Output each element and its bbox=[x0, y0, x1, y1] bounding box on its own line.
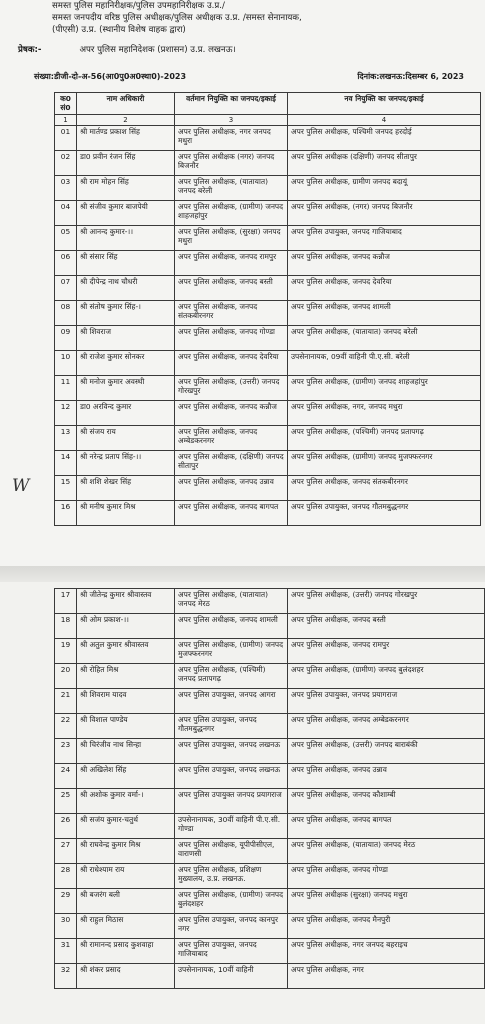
current-posting: अपर पुलिस अधीक्षक, जनपद गोण्डा bbox=[175, 325, 288, 350]
serial-number: 28 bbox=[55, 864, 77, 889]
transfer-table-2 bbox=[54, 588, 485, 989]
current-posting: अपर पुलिस अधीक्षक, (उत्तरी) जनपद गोरखपुर bbox=[175, 375, 288, 400]
new-posting: अपर पुलिस अधीक्षक (दक्षिणी) जनपद सीतापुर bbox=[288, 150, 481, 175]
table-row bbox=[55, 964, 485, 989]
new-posting: अपर पुलिस अधीक्षक, जनपद कन्नौज bbox=[288, 250, 481, 275]
officer-name: श्री अशोक कुमार वर्मा-। bbox=[77, 789, 175, 814]
table-row bbox=[55, 200, 481, 225]
serial-number: 15 bbox=[55, 475, 77, 500]
new-posting: अपर पुलिस अधीक्षक, जनपद गोण्डा bbox=[288, 864, 485, 889]
serial-number: 26 bbox=[55, 814, 77, 839]
table-row bbox=[55, 400, 481, 425]
table-row bbox=[55, 714, 485, 739]
serial-number: 27 bbox=[55, 839, 77, 864]
letter-date: दिनांक:लखनऊ:दिसम्बर 6, 2023 bbox=[357, 72, 464, 81]
new-posting: अपर पुलिस अधीक्षक, (ग्रामीण) जनपद बुलंदशहर bbox=[288, 664, 485, 689]
current-posting: अपर पुलिस अधीक्षक, (ग्रामीण) जनपद मुजफ्फरनगर bbox=[175, 639, 288, 664]
sender-value: अपर पुलिस महानिदेशक (प्रशासन) उ.प्र. लखनऊ। bbox=[79, 45, 236, 55]
new-posting: अपर पुलिस अधीक्षक, (ग्रामीण) जनपद शाहजहांपुर bbox=[288, 375, 481, 400]
officer-name: श्री राम मोहन सिंह bbox=[77, 175, 175, 200]
serial-number: 01 bbox=[55, 125, 77, 150]
officer-name: श्री शिवराज bbox=[77, 325, 175, 350]
current-posting: अपर पुलिस अधीक्षक, (यातायात) जनपद बरेली bbox=[175, 175, 288, 200]
table-row bbox=[55, 325, 481, 350]
table-row bbox=[55, 500, 481, 525]
new-posting: अपर पुलिस अधीक्षक, जनपद बस्ती bbox=[288, 614, 485, 639]
current-posting: अपर पुलिस उपायुक्त, जनपद लखनऊ bbox=[175, 739, 288, 764]
current-posting: अपर पुलिस उपायुक्त जनपद प्रयागराज bbox=[175, 789, 288, 814]
serial-number: 03 bbox=[55, 175, 77, 200]
current-posting: अपर पुलिस अधीक्षक, जनपद संतकबीरनगर bbox=[175, 300, 288, 325]
table-row bbox=[55, 589, 485, 614]
serial-number: 13 bbox=[55, 425, 77, 450]
table-row bbox=[55, 739, 485, 764]
new-posting: अपर पुलिस अधीक्षक, नगर, जनपद मथुरा bbox=[288, 400, 481, 425]
serial-number: 02 bbox=[55, 150, 77, 175]
table-row bbox=[55, 864, 485, 889]
table-row bbox=[55, 300, 481, 325]
table-body bbox=[55, 589, 485, 989]
officer-name: डा0 अरविन्द कुमार bbox=[77, 400, 175, 425]
current-posting: अपर पुलिस उपायुक्त, जनपद आगरा bbox=[175, 689, 288, 714]
new-posting: अपर पुलिस अधीक्षक, (पश्चिमी) जनपद प्रतापगढ़ bbox=[288, 425, 481, 450]
new-posting: अपर पुलिस अधीक्षक, जनपद कौशाम्बी bbox=[288, 789, 485, 814]
serial-number: 22 bbox=[55, 714, 77, 739]
table-row bbox=[55, 939, 485, 964]
address-line: समस्त जनपदीय वरिष्ठ पुलिस अधीक्षक/पुलिस अधीक्षक उ.प्र. /समस्त सेनानायक, bbox=[52, 13, 302, 23]
officer-name: श्री संजीव कुमार बाजपेयी bbox=[77, 200, 175, 225]
officer-name: श्री राजेश कुमार सोनकर bbox=[77, 350, 175, 375]
new-posting: अपर पुलिस अधीक्षक, (यातायात) जनपद बरेली bbox=[288, 325, 481, 350]
column-number: 2 bbox=[77, 114, 175, 125]
officer-name: श्री सजंय कुमार-चतुर्थ bbox=[77, 814, 175, 839]
current-posting: अपर पुलिस अधीक्षक, जनपद बागपत bbox=[175, 500, 288, 525]
current-posting: अपर पुलिस अधीक्षक, जनपद उन्नाव bbox=[175, 475, 288, 500]
serial-number: 18 bbox=[55, 614, 77, 639]
table-header-row bbox=[55, 93, 481, 115]
table-row bbox=[55, 275, 481, 300]
serial-number: 24 bbox=[55, 764, 77, 789]
officer-name: श्री रोहित मिश्र bbox=[77, 664, 175, 689]
current-posting: अपर पुलिस उपायुक्त, जनपद लखनऊ bbox=[175, 764, 288, 789]
current-posting: अपर पुलिस अधीक्षक, जनपद अम्बेडकरनगर bbox=[175, 425, 288, 450]
table-row bbox=[55, 639, 485, 664]
document-page-2 bbox=[0, 582, 485, 1024]
officer-name: श्री संसार सिंह bbox=[77, 250, 175, 275]
table-row bbox=[55, 839, 485, 864]
officer-name: श्री शिवराम यादव bbox=[77, 689, 175, 714]
serial-number: 04 bbox=[55, 200, 77, 225]
current-posting: अपर पुलिस अधीक्षक, जनपद बस्ती bbox=[175, 275, 288, 300]
sender-label: प्रेषक:- bbox=[18, 45, 42, 55]
new-posting: उपसेनानायक, 09वीं वाहिनी पी.ए.सी. बरेली bbox=[288, 350, 481, 375]
serial-number: 12 bbox=[55, 400, 77, 425]
header-new-posting: नव नियुक्ति का जनपद/इकाई bbox=[288, 93, 481, 115]
table-row bbox=[55, 889, 485, 914]
table-row bbox=[55, 250, 481, 275]
new-posting: अपर पुलिस अधीक्षक, (उत्तरी) जनपद गोरखपुर bbox=[288, 589, 485, 614]
table-row bbox=[55, 764, 485, 789]
serial-number: 14 bbox=[55, 450, 77, 475]
current-posting: अपर पुलिस अधीक्षक, (यातायात) जनपद मेरठ bbox=[175, 589, 288, 614]
officer-name: श्री ओम प्रकाश-।। bbox=[77, 614, 175, 639]
sender-line bbox=[18, 43, 236, 55]
current-posting: अपर पुलिस अधीक्षक, (पश्चिमी) जनपद प्रतापगढ़ bbox=[175, 664, 288, 689]
current-posting: अपर पुलिस उपायुक्त, जनपद गौतमबुद्धनगर bbox=[175, 714, 288, 739]
new-posting: अपर पुलिस अधीक्षक, जनपद रामपुर bbox=[288, 639, 485, 664]
officer-name: श्री राधेश्याम राय bbox=[77, 864, 175, 889]
serial-number: 07 bbox=[55, 275, 77, 300]
address-line: समस्त पुलिस महानिरीक्षक/पुलिस उपमहानिरीक्षक उ.प्र./ bbox=[52, 1, 225, 11]
current-posting: अपर पुलिस अधीक्षक (नगर) जनपद बिजनौर bbox=[175, 150, 288, 175]
current-posting: अपर पुलिस अधीक्षक, जनपद देवरिया bbox=[175, 350, 288, 375]
officer-name: श्री बजरंग बली bbox=[77, 889, 175, 914]
reference-number: संख्या:डीजी-दो-अ-56(आ0पु0अ0स्था0)-2023 bbox=[34, 72, 187, 81]
new-posting: अपर पुलिस अधीक्षक, ग्रामीण जनपद बदायूं bbox=[288, 175, 481, 200]
address-line: (पीएसी) उ.प्र. (स्थानीय विशेष वाहक द्वारा) bbox=[52, 25, 186, 35]
new-posting: अपर पुलिस अधीक्षक, (यातायात) जनपद मेरठ bbox=[288, 839, 485, 864]
new-posting: अपर पुलिस अधीक्षक, (नगर) जनपद बिजनौर bbox=[288, 200, 481, 225]
new-posting: अपर पुलिस अधीक्षक (सुरक्षा) जनपद मथुरा bbox=[288, 889, 485, 914]
current-posting: उपसेनानायक, 10वीं वाहिनी bbox=[175, 964, 288, 989]
serial-number: 30 bbox=[55, 914, 77, 939]
header-serial: क0 सं0 bbox=[55, 93, 77, 115]
serial-number: 08 bbox=[55, 300, 77, 325]
current-posting: अपर पुलिस उपायुक्त, जनपद कानपुर नगर bbox=[175, 914, 288, 939]
serial-number: 10 bbox=[55, 350, 77, 375]
current-posting: अपर पुलिस अधीक्षक, (दक्षिणी) जनपद सीतापुर bbox=[175, 450, 288, 475]
new-posting: अपर पुलिस अधीक्षक, जनपद उन्नाव bbox=[288, 764, 485, 789]
table-row bbox=[55, 914, 485, 939]
current-posting: अपर पुलिस अधीक्षक, यूपीपीसीएल, वाराणसी bbox=[175, 839, 288, 864]
table-row bbox=[55, 150, 481, 175]
column-number: 1 bbox=[55, 114, 77, 125]
table-row bbox=[55, 614, 485, 639]
new-posting: अपर पुलिस अधीक्षक, जनपद मैनपुरी bbox=[288, 914, 485, 939]
new-posting: अपर पुलिस अधीक्षक, जनपद बागपत bbox=[288, 814, 485, 839]
serial-number: 19 bbox=[55, 639, 77, 664]
serial-number: 16 bbox=[55, 500, 77, 525]
current-posting: उपसेनानायक, 30वीं वाहिनी पी.ए.सी. गोण्डा bbox=[175, 814, 288, 839]
new-posting: अपर पुलिस अधीक्षक, (उत्तरी) जनपद बाराबंकी bbox=[288, 739, 485, 764]
table-row bbox=[55, 375, 481, 400]
new-posting: अपर पुलिस उपायुक्त, जनपद प्रयागराज bbox=[288, 689, 485, 714]
officer-name: श्री जीतेन्द्र कुमार श्रीवास्तव bbox=[77, 589, 175, 614]
serial-number: 25 bbox=[55, 789, 77, 814]
serial-number: 21 bbox=[55, 689, 77, 714]
handwritten-initials: W bbox=[12, 476, 30, 496]
current-posting: अपर पुलिस अधीक्षक, (सुरक्षा) जनपद मथुरा bbox=[175, 225, 288, 250]
officer-name: श्री रामानन्द प्रसाद कुशवाहा bbox=[77, 939, 175, 964]
new-posting: अपर पुलिस उपायुक्त, जनपद गौतमबुद्धनगर bbox=[288, 500, 481, 525]
transfer-table-1 bbox=[54, 92, 481, 526]
serial-number: 17 bbox=[55, 589, 77, 614]
reference-row bbox=[34, 71, 464, 82]
officer-name: श्री मनोज कुमार अवस्थी bbox=[77, 375, 175, 400]
current-posting: अपर पुलिस अधीक्षक, (ग्रामीण) जनपद बुलंदशहर bbox=[175, 889, 288, 914]
table-body bbox=[55, 125, 481, 525]
current-posting: अपर पुलिस अधीक्षक, (ग्रामीण) जनपद शाहजहांपुर bbox=[175, 200, 288, 225]
current-posting: अपर पुलिस अधीक्षक, नगर जनपद मथुरा bbox=[175, 125, 288, 150]
new-posting: अपर पुलिस उपायुक्त, जनपद गाजियाबाद bbox=[288, 225, 481, 250]
current-posting: अपर पुलिस अधीक्षक, जनपद शामली bbox=[175, 614, 288, 639]
officer-name: डा0 प्रवीन रंजन सिंह bbox=[77, 150, 175, 175]
officer-name: श्री मनीष कुमार मिश्र bbox=[77, 500, 175, 525]
new-posting: अपर पुलिस अधीक्षक, जनपद शामली bbox=[288, 300, 481, 325]
serial-number: 29 bbox=[55, 889, 77, 914]
table-row bbox=[55, 425, 481, 450]
serial-number: 20 bbox=[55, 664, 77, 689]
new-posting: अपर पुलिस अधीक्षक, नगर bbox=[288, 964, 485, 989]
officer-name: श्री राघवेन्द्र कुमार मिश्र bbox=[77, 839, 175, 864]
column-number: 4 bbox=[288, 114, 481, 125]
officer-name: श्री संजय राय bbox=[77, 425, 175, 450]
new-posting: अपर पुलिस अधीक्षक, जनपद देवरिया bbox=[288, 275, 481, 300]
officer-name: श्री अखिलेश सिंह bbox=[77, 764, 175, 789]
officer-name: श्री दीपेन्द्र नाथ चौधरी bbox=[77, 275, 175, 300]
officer-name: श्री आनन्द कुमार-।। bbox=[77, 225, 175, 250]
table-row bbox=[55, 175, 481, 200]
new-posting: अपर पुलिस अधीक्षक, जनपद संतकबीरनगर bbox=[288, 475, 481, 500]
column-number-row bbox=[55, 114, 481, 125]
page-separator bbox=[0, 566, 485, 582]
table-row bbox=[55, 664, 485, 689]
serial-number: 06 bbox=[55, 250, 77, 275]
serial-number: 11 bbox=[55, 375, 77, 400]
new-posting: अपर पुलिस अधीक्षक, (ग्रामीण) जनपद मुजफ्फरनगर bbox=[288, 450, 481, 475]
serial-number: 32 bbox=[55, 964, 77, 989]
header-current-posting: वर्तमान नियुक्ति का जनपद/इकाई bbox=[175, 93, 288, 115]
address-block bbox=[52, 0, 302, 36]
new-posting: अपर पुलिस अधीक्षक, जनपद अम्बेडकरनगर bbox=[288, 714, 485, 739]
column-number: 3 bbox=[175, 114, 288, 125]
officer-name: श्री चिरंजीव नाथ सिन्हा bbox=[77, 739, 175, 764]
current-posting: अपर पुलिस अधीक्षक, प्रशिक्षण मुख्यालय, उ.प्र. लखनऊ. bbox=[175, 864, 288, 889]
header-officer-name: नाम अधिकारी bbox=[77, 93, 175, 115]
officer-name: श्री मार्तण्ड प्रकाश सिंह bbox=[77, 125, 175, 150]
officer-name: श्री राहुल मिठास bbox=[77, 914, 175, 939]
table-row bbox=[55, 789, 485, 814]
current-posting: अपर पुलिस अधीक्षक, जनपद कन्नौज bbox=[175, 400, 288, 425]
officer-name: श्री शंकर प्रसाद bbox=[77, 964, 175, 989]
table-row bbox=[55, 689, 485, 714]
table-row bbox=[55, 475, 481, 500]
serial-number: 23 bbox=[55, 739, 77, 764]
table-row bbox=[55, 125, 481, 150]
table-row bbox=[55, 350, 481, 375]
table-row bbox=[55, 225, 481, 250]
current-posting: अपर पुलिस अधीक्षक, जनपद रामपुर bbox=[175, 250, 288, 275]
serial-number: 09 bbox=[55, 325, 77, 350]
table-row bbox=[55, 450, 481, 475]
officer-name: श्री विशाल पाण्डेय bbox=[77, 714, 175, 739]
new-posting: अपर पुलिस अधीक्षक, नगर जनपद बहराइच bbox=[288, 939, 485, 964]
current-posting: अपर पुलिस उपायुक्त, जनपद गाजियाबाद bbox=[175, 939, 288, 964]
new-posting: अपर पुलिस अधीक्षक, पश्चिमी जनपद हरदोई bbox=[288, 125, 481, 150]
table-row bbox=[55, 814, 485, 839]
officer-name: श्री अतुल कुमार श्रीवास्तव bbox=[77, 639, 175, 664]
serial-number: 05 bbox=[55, 225, 77, 250]
officer-name: श्री नरेन्द्र प्रताप सिंह-।। bbox=[77, 450, 175, 475]
officer-name: श्री संतोष कुमार सिंह-। bbox=[77, 300, 175, 325]
officer-name: श्री शशि शेखर सिंह bbox=[77, 475, 175, 500]
serial-number: 31 bbox=[55, 939, 77, 964]
